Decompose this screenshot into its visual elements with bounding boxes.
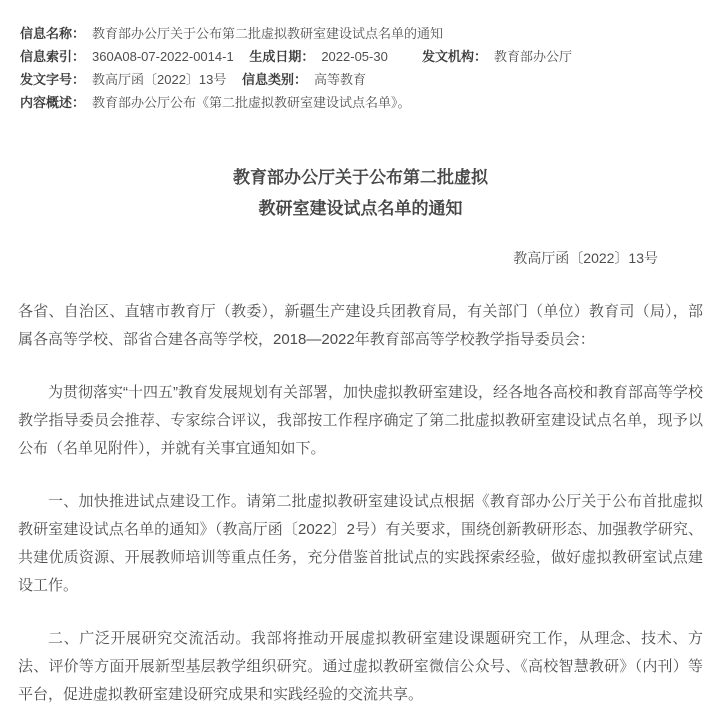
document-title (18, 162, 703, 224)
meta-label-date: 生成日期： (249, 49, 315, 64)
body-paragraph-1: 为贯彻落实“十四五”教育发展规划有关部署，加快虚拟教研室建设，经各地各高校和教育部高等学校教学指导委员会推荐、专家综合评议，我部按工作程序确定了第二批虚拟教研室建设试点名单，现予以公布（名单见附件），并就有关事宜通知如下。 (18, 384, 703, 457)
meta-label-index: 信息索引： (20, 49, 86, 64)
meta-pair-summary (20, 91, 411, 114)
body-paragraph-3: 二、广泛开展研究交流活动。我部将推动开展虚拟教研室建设课题研究工作，从理念、技术、方法、评价等方面开展新型基层教学组织研究。通过虚拟教研室微信公众号、《高校智慧教研》（内刊）等平台，促进虚拟教研室建设研究成果和实践经验的交流共享。 (18, 630, 703, 703)
document-body (0, 162, 721, 709)
meta-value-date: 2022-05-30 (321, 49, 388, 64)
document-title-line2: 教研室建设试点名单的通知 (258, 199, 463, 218)
meta-label-agency: 发文机构： (422, 49, 488, 64)
meta-label-category: 信息类别： (242, 72, 308, 87)
meta-value-agency: 教育部办公厅 (494, 49, 573, 64)
body-paragraph-2: 一、加快推进试点建设工作。请第二批虚拟教研室建设试点根据《教育部办公厅关于公布首批虚拟教研室建设试点名单的通知》（教高厅函〔2022〕2号）有关要求，围绕创新教研形态、加强教学研究、共建优质资源、开展教师培训等重点任务，充分借鉴首批试点的实践探索经验，做好虚拟教研室试点建设工作。 (18, 493, 703, 594)
meta-value-info-name: 教育部办公厅关于公布第二批虚拟教研室建设试点名单的通知 (92, 26, 444, 41)
meta-value-summary: 教育部办公厅公布《第二批虚拟教研室建设试点名单》。 (92, 95, 411, 110)
meta-label-summary: 内容概述： (20, 95, 86, 110)
meta-pair-date (249, 45, 388, 68)
meta-row-index (20, 45, 701, 68)
meta-value-category: 高等教育 (314, 72, 367, 87)
meta-pair-category (242, 68, 366, 91)
document-metadata (0, 0, 721, 114)
document-title-line1: 教育部办公厅关于公布第二批虚拟 (233, 168, 488, 187)
meta-value-docno: 教高厅函〔2022〕13号 (92, 72, 227, 87)
document-number: 教高厅函〔2022〕13号 (513, 250, 658, 266)
meta-value-index: 360A08-07-2022-0014-1 (92, 49, 234, 64)
meta-label-info-name: 信息名称： (20, 26, 86, 41)
addressee-paragraph: 各省、自治区、直辖市教育厅（教委），新疆生产建设兵团教育局，有关部门（单位）教育司（局），部属各高等学校、部省合建各高等学校，2018—2022年教育部高等学校教学指导委员会： (18, 303, 703, 348)
meta-row-summary (20, 91, 701, 114)
meta-pair-info-name (20, 22, 443, 45)
meta-pair-index (20, 45, 234, 68)
meta-label-docno: 发文字号： (20, 72, 86, 87)
meta-row-name (20, 22, 701, 45)
meta-pair-agency (422, 45, 572, 68)
meta-pair-docno (20, 68, 226, 91)
meta-row-docno (20, 68, 701, 91)
